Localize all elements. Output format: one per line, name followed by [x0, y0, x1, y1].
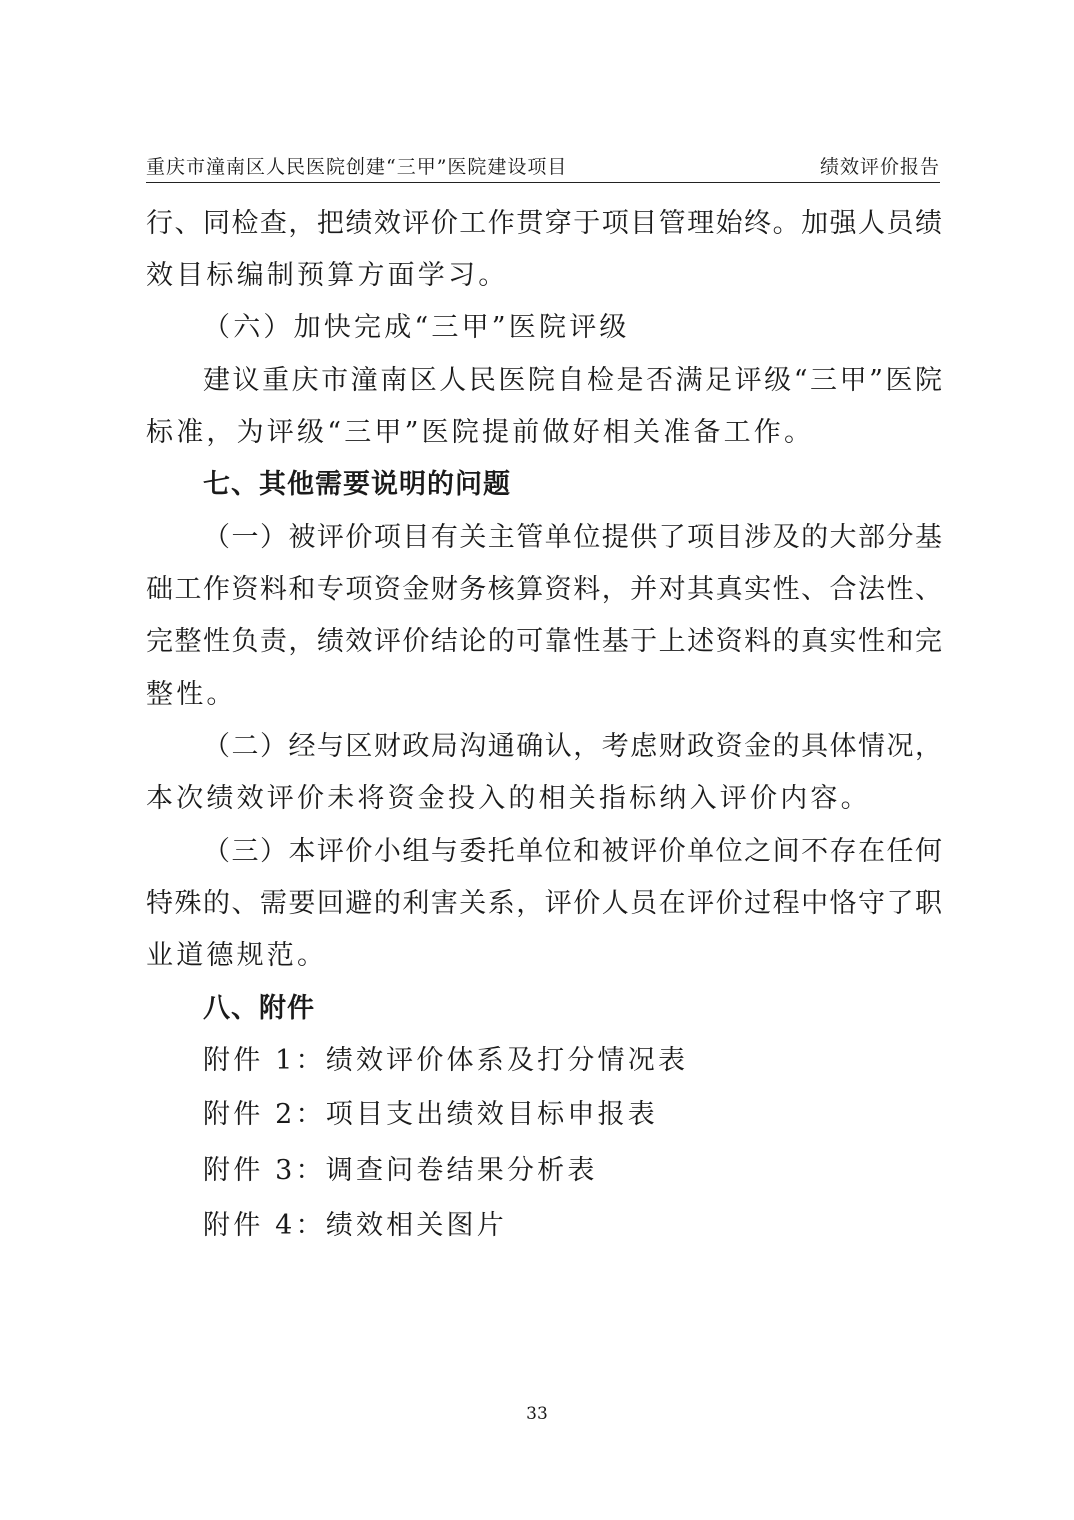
attachment-item: 附件 2：项目支出绩效目标申报表 — [203, 1099, 658, 1130]
paragraph-line: 业道德规范。 — [146, 940, 328, 971]
subsection-heading: （六）加快完成“三甲”医院评级 — [203, 312, 630, 343]
paragraph-line: 特殊的、需要回避的利害关系，评价人员在评价过程中恪守了职 — [146, 888, 942, 919]
attachment-item: 附件 4：绩效相关图片 — [203, 1210, 507, 1241]
paragraph-line: 标准，为评级“三甲”医院提前做好相关准备工作。 — [146, 417, 815, 448]
paragraph-line: 效目标编制预算方面学习。 — [146, 260, 509, 291]
header-title: 重庆市潼南区人民医院创建“三甲”医院建设项目 — [146, 156, 568, 178]
attachment-item: 附件 3：调查问卷结果分析表 — [203, 1155, 598, 1186]
page-header — [146, 150, 940, 183]
paragraph-line: 础工作资料和专项资金财务核算资料，并对其真实性、合法性、 — [146, 574, 942, 605]
paragraph-line: 建议重庆市潼南区人民医院自检是否满足评级“三甲”医院 — [203, 365, 942, 396]
header-report-type: 绩效评价报告 — [819, 156, 940, 178]
paragraph-line: 行、同检查，把绩效评价工作贯穿于项目管理始终。加强人员绩 — [146, 208, 942, 239]
paragraph-line: 本次绩效评价未将资金投入的相关指标纳入评价内容。 — [146, 783, 871, 814]
section-heading: 七、其他需要说明的问题 — [203, 469, 511, 500]
paragraph-line: （二）经与区财政局沟通确认，考虑财政资金的具体情况， — [203, 731, 942, 762]
paragraph-line: （一）被评价项目有关主管单位提供了项目涉及的大部分基 — [203, 522, 942, 553]
paragraph-line: 完整性负责，绩效评价结论的可靠性基于上述资料的真实性和完 — [146, 626, 942, 657]
attachment-item: 附件 1：绩效评价体系及打分情况表 — [203, 1045, 689, 1076]
paragraph-line: （三）本评价小组与委托单位和被评价单位之间不存在任何 — [203, 836, 942, 867]
section-heading: 八、附件 — [203, 993, 315, 1024]
page-number: 33 — [526, 1404, 548, 1424]
paragraph-line: 整性。 — [146, 679, 237, 710]
